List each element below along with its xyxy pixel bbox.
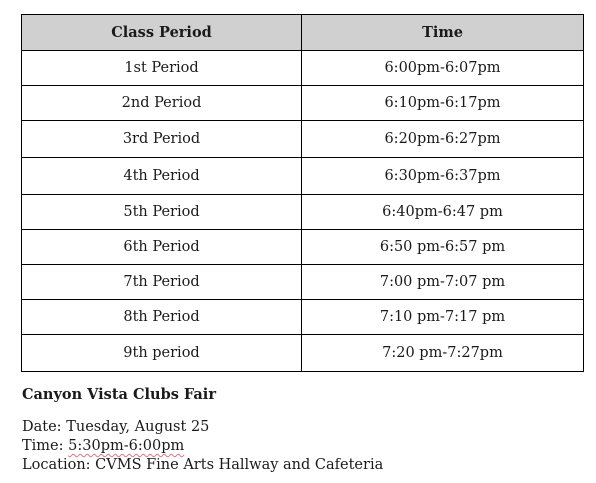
- time-cell: 6:40pm-6:47 pm: [302, 195, 584, 230]
- time-cell: 7:10 pm-7:17 pm: [302, 300, 584, 335]
- period-cell: 1st Period: [22, 51, 302, 86]
- time-cell: 6:30pm-6:37pm: [302, 158, 584, 195]
- table-row: [22, 51, 584, 86]
- time-label: Time:: [22, 438, 64, 454]
- period-cell: 5th Period: [22, 195, 302, 230]
- event-title: Canyon Vista Clubs Fair: [22, 386, 216, 403]
- event-location-line: [22, 456, 383, 475]
- table-row: [22, 265, 584, 300]
- table-row: [22, 195, 584, 230]
- table-row: [22, 121, 584, 158]
- table-row: [22, 230, 584, 265]
- date-label: Date:: [22, 419, 62, 435]
- time-cell: 6:50 pm-6:57 pm: [302, 230, 584, 265]
- period-cell: 6th Period: [22, 230, 302, 265]
- period-cell: 7th Period: [22, 265, 302, 300]
- period-cell: 8th Period: [22, 300, 302, 335]
- location-value: CVMS Fine Arts Hallway and Cafeteria: [95, 457, 384, 473]
- table-header-row: [22, 15, 584, 51]
- column-header-time: Time: [302, 15, 584, 51]
- schedule-table: [21, 14, 584, 372]
- period-cell: 3rd Period: [22, 121, 302, 158]
- time-cell: 7:20 pm-7:27pm: [302, 335, 584, 372]
- event-info: [22, 385, 383, 475]
- table-row: [22, 335, 584, 372]
- time-cell: 6:20pm-6:27pm: [302, 121, 584, 158]
- period-cell: 2nd Period: [22, 86, 302, 121]
- time-cell: 6:00pm-6:07pm: [302, 51, 584, 86]
- event-date-line: [22, 418, 383, 437]
- event-time-line: [22, 437, 383, 456]
- period-cell: 9th period: [22, 335, 302, 372]
- time-cell: 6:10pm-6:17pm: [302, 86, 584, 121]
- time-cell: 7:00 pm-7:07 pm: [302, 265, 584, 300]
- time-value: 5:30pm-6:00pm: [68, 438, 185, 454]
- date-value: Tuesday, August 25: [66, 419, 210, 435]
- table-row: [22, 158, 584, 195]
- table-row: [22, 86, 584, 121]
- table-row: [22, 300, 584, 335]
- period-cell: 4th Period: [22, 158, 302, 195]
- location-label: Location:: [22, 457, 91, 473]
- column-header-class-period: Class Period: [22, 15, 302, 51]
